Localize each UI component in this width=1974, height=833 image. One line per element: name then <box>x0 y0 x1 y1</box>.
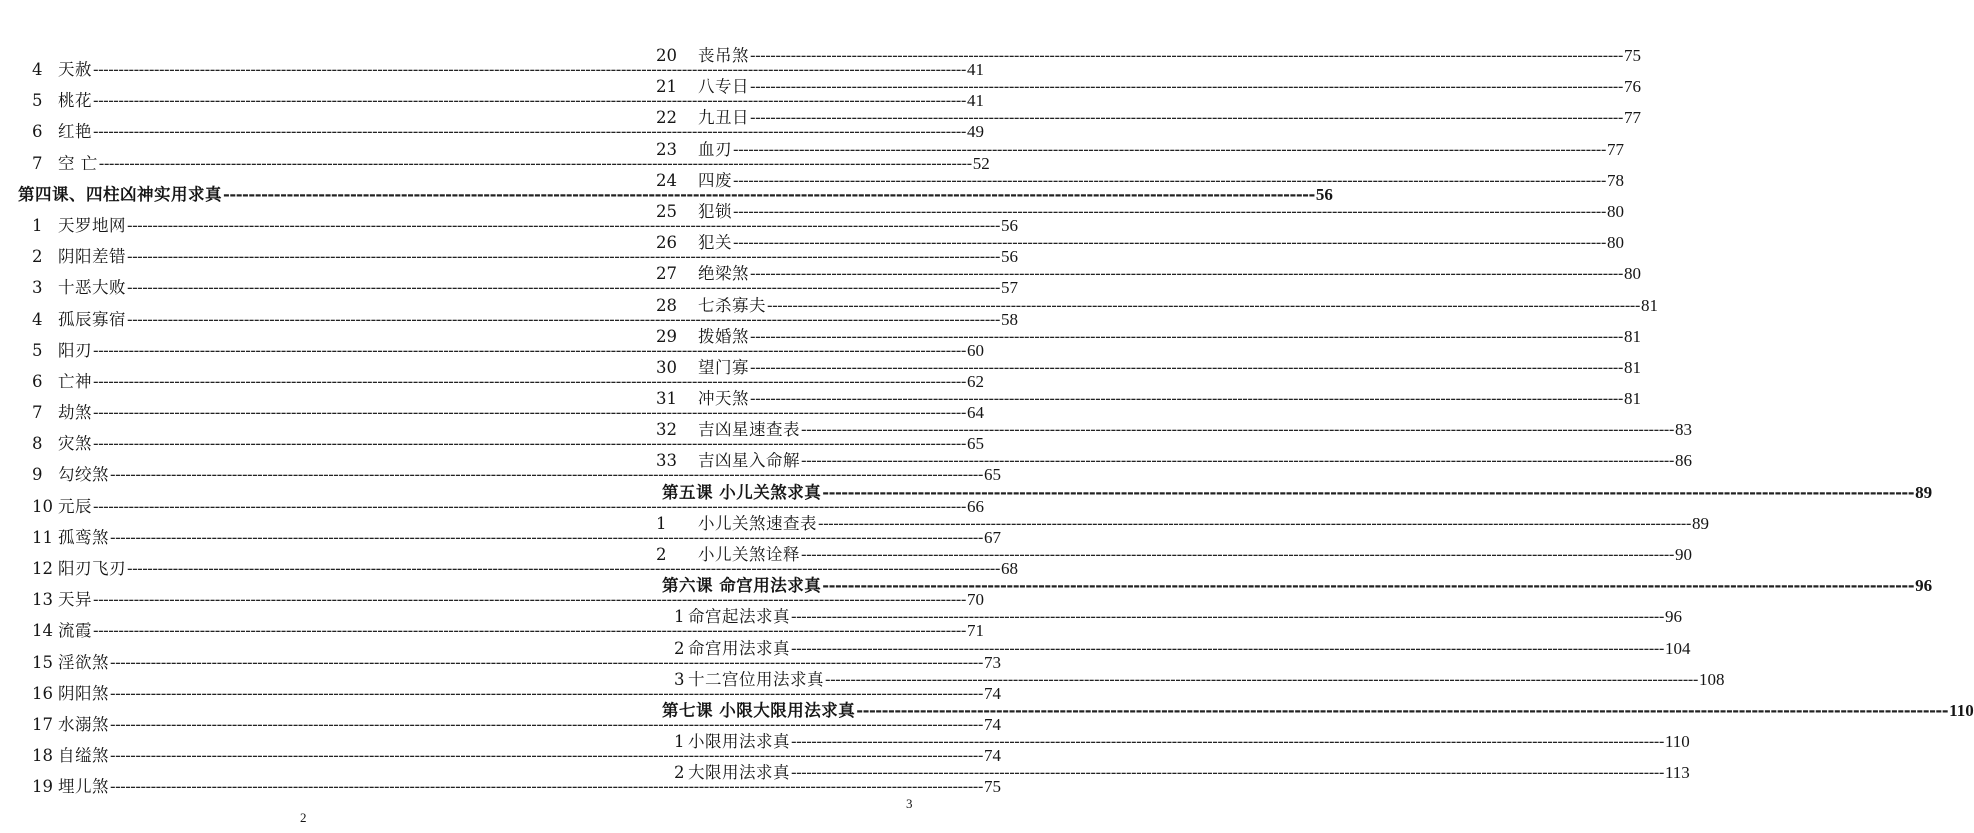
entry-number: 6 <box>32 122 43 142</box>
dot-leader <box>750 46 1623 65</box>
dot-leader <box>791 732 1664 751</box>
entry-number: 1 <box>656 513 667 533</box>
entry-page-number: 67 <box>983 527 1001 547</box>
entry-page-number: 80 <box>1606 201 1624 221</box>
toc-entry <box>656 260 1641 291</box>
entry-page-number: 80 <box>1606 233 1624 253</box>
entry-title: 吉凶星入命解 <box>698 451 800 471</box>
entry-title: 灾煞 <box>58 434 92 454</box>
entry-number: 14 <box>32 621 53 641</box>
dot-leader <box>767 296 1640 315</box>
entry-page-number: 74 <box>983 714 1001 734</box>
dot-leader <box>750 264 1623 283</box>
entry-title: 七杀寡夫 <box>698 295 766 315</box>
entry-page-number: 56 <box>1000 247 1018 267</box>
entry-page-number: 77 <box>1606 139 1624 159</box>
dot-leader <box>818 514 1691 533</box>
entry-title: 流霞 <box>58 621 92 641</box>
entry-number: 6 <box>32 371 43 391</box>
toc-entry <box>656 292 1658 323</box>
entry-page-number: 41 <box>966 91 984 111</box>
entry-page-number: 62 <box>966 371 984 391</box>
dot-leader <box>733 202 1606 221</box>
entry-title: 冲天煞 <box>698 389 749 409</box>
toc-entry <box>656 603 1682 634</box>
dot-leader <box>856 701 1948 720</box>
entry-title: 四废 <box>698 170 732 190</box>
entry-title: 天罗地网 <box>58 215 126 235</box>
entry-page-number: 108 <box>1698 669 1725 689</box>
entry-number: 7 <box>32 403 43 423</box>
dot-leader <box>791 607 1664 626</box>
entry-page-number: 96 <box>1664 607 1682 627</box>
entry-page-number: 70 <box>966 590 984 610</box>
entry-number: 2 <box>674 638 685 658</box>
toc-entry <box>656 510 1709 541</box>
entry-title: 亡神 <box>58 371 92 391</box>
entry-page-number: 73 <box>983 652 1001 672</box>
dot-leader <box>733 140 1606 159</box>
entry-page-number: 74 <box>983 683 1001 703</box>
entry-title: 绝梁煞 <box>698 264 749 284</box>
toc-entry <box>656 136 1624 167</box>
entry-title: 八专日 <box>698 77 749 97</box>
dot-leader <box>801 451 1674 470</box>
entry-page-number: 81 <box>1623 326 1641 346</box>
entry-number: 11 <box>32 527 53 547</box>
entry-page-number: 77 <box>1623 108 1641 128</box>
entry-title: 吉凶星速查表 <box>698 420 800 440</box>
entry-number: 29 <box>656 326 677 346</box>
entry-title: 第七课 小限大限用法求真 <box>662 700 856 720</box>
entry-title: 十二宫位用法求真 <box>688 669 824 689</box>
entry-page-number: 41 <box>966 60 984 79</box>
dot-leader <box>750 108 1623 127</box>
entry-title: 孤辰寡宿 <box>58 309 126 329</box>
entry-title: 犯关 <box>698 233 732 253</box>
toc-entry <box>656 728 1690 759</box>
toc-entry <box>656 198 1624 229</box>
entry-title: 阴阳差错 <box>58 247 126 267</box>
entry-page-number: 83 <box>1674 420 1692 440</box>
toc-entry <box>656 416 1692 447</box>
entry-number: 20 <box>656 46 677 65</box>
entry-number: 25 <box>656 201 677 221</box>
entry-title: 丧吊煞 <box>698 46 749 65</box>
entry-page-number: 75 <box>983 777 1001 797</box>
entry-number: 23 <box>656 139 677 159</box>
dot-leader <box>750 358 1623 377</box>
entry-number: 9 <box>32 465 43 485</box>
entry-page-number: 90 <box>1674 545 1692 564</box>
entry-page-number: 75 <box>1623 46 1641 65</box>
entry-title: 九丑日 <box>698 108 749 128</box>
entry-title: 血刃 <box>698 139 732 159</box>
entry-title: 天异 <box>58 590 92 610</box>
entry-title: 小儿关煞诠释 <box>698 545 800 564</box>
entry-page-number: 60 <box>966 340 984 360</box>
entry-title: 犯锁 <box>698 201 732 221</box>
entry-page-number: 58 <box>1000 309 1018 329</box>
entry-page-number: 57 <box>1000 278 1018 298</box>
dot-leader <box>791 763 1664 782</box>
entry-title: 拨婚煞 <box>698 326 749 346</box>
entry-number: 3 <box>32 278 43 298</box>
entry-title: 第五课 小儿关煞求真 <box>662 482 822 502</box>
entry-number: 4 <box>32 60 43 79</box>
entry-title: 天赦 <box>58 60 92 79</box>
entry-title: 命宫起法求真 <box>688 607 790 627</box>
entry-page-number: 81 <box>1623 357 1641 377</box>
toc-entry <box>656 541 1692 572</box>
entry-title: 孤鸾煞 <box>58 527 109 547</box>
toc-entry <box>656 104 1641 135</box>
entry-title: 小限用法求真 <box>688 732 790 752</box>
entry-number: 3 <box>674 669 685 689</box>
toc-entry <box>656 635 1691 666</box>
entry-title: 望门寡 <box>698 357 749 377</box>
toc-entry <box>656 73 1641 104</box>
toc-lesson-heading <box>656 572 1933 603</box>
entry-number: 26 <box>656 233 677 253</box>
entry-page-number: 110 <box>1949 700 1974 720</box>
entry-title: 第六课 命宫用法求真 <box>662 576 822 596</box>
entry-page-number: 89 <box>1691 513 1709 533</box>
entry-number: 8 <box>32 434 43 454</box>
toc-lesson-heading <box>656 479 1933 510</box>
entry-title: 桃花 <box>58 91 92 111</box>
entry-page-number: 64 <box>966 403 984 423</box>
entry-page-number: 89 <box>1915 482 1933 502</box>
entry-title: 阳刃 <box>58 340 92 360</box>
entry-number: 1 <box>674 732 685 752</box>
entry-number: 12 <box>32 559 53 578</box>
entry-number: 19 <box>32 777 53 797</box>
dot-leader <box>750 77 1623 96</box>
entry-title: 自缢煞 <box>58 746 109 766</box>
entry-page-number: 56 <box>1315 184 1333 204</box>
entry-number: 16 <box>32 683 53 703</box>
entry-number: 32 <box>656 420 677 440</box>
page-number: 3 <box>906 796 913 811</box>
entry-title: 大限用法求真 <box>688 763 790 783</box>
entry-page-number: 56 <box>1000 215 1018 235</box>
dot-leader <box>733 171 1606 190</box>
entry-number: 28 <box>656 295 677 315</box>
entry-title: 红艳 <box>58 122 92 142</box>
toc-entry <box>656 666 1725 697</box>
entry-page-number: 76 <box>1623 77 1641 97</box>
page-number: 2 <box>300 810 307 825</box>
toc-entry <box>656 354 1641 385</box>
toc-entry <box>656 42 1641 73</box>
entry-page-number: 104 <box>1664 638 1691 658</box>
entry-number: 21 <box>656 77 677 97</box>
entry-title: 十恶大败 <box>58 278 126 298</box>
entry-title: 埋儿煞 <box>58 777 109 797</box>
dot-leader <box>791 639 1664 658</box>
entry-page-number: 80 <box>1623 264 1641 284</box>
entry-page-number: 113 <box>1664 763 1690 783</box>
dot-leader <box>750 327 1623 346</box>
dot-leader <box>825 670 1698 689</box>
entry-number: 2 <box>656 545 667 564</box>
entry-number: 30 <box>656 357 677 377</box>
entry-page-number: 96 <box>1915 576 1933 596</box>
entry-page-number: 52 <box>972 153 990 173</box>
entry-page-number: 110 <box>1664 732 1690 752</box>
entry-title: 劫煞 <box>58 403 92 423</box>
entry-page-number: 71 <box>966 621 984 641</box>
entry-title: 阴阳煞 <box>58 683 109 703</box>
entry-number: 17 <box>32 714 53 734</box>
entry-page-number: 49 <box>966 122 984 142</box>
entry-title: 小儿关煞速查表 <box>698 513 817 533</box>
entry-page-number: 86 <box>1674 451 1692 471</box>
entry-title: 第四课、四柱凶神实用求真 <box>18 184 222 204</box>
entry-number: 24 <box>656 170 677 190</box>
toc-entry <box>656 323 1641 354</box>
entry-number: 1 <box>674 607 685 627</box>
entry-title: 命宫用法求真 <box>688 638 790 658</box>
entry-page-number: 81 <box>1623 389 1641 409</box>
dot-leader <box>733 233 1606 252</box>
toc-entry <box>656 447 1692 478</box>
entry-page-number: 74 <box>983 746 1001 766</box>
dot-leader <box>801 420 1674 439</box>
entry-number: 10 <box>32 496 53 516</box>
entry-number: 31 <box>656 389 677 409</box>
entry-number: 2 <box>674 763 685 783</box>
entry-title: 水溺煞 <box>58 714 109 734</box>
toc-lesson-heading <box>656 697 1974 728</box>
entry-page-number: 78 <box>1606 170 1624 190</box>
entry-number: 27 <box>656 264 677 284</box>
dot-leader <box>822 483 1914 502</box>
entry-number: 2 <box>32 247 43 267</box>
entry-number: 1 <box>32 215 43 235</box>
entry-page-number: 68 <box>1000 559 1018 578</box>
entry-number: 7 <box>32 153 43 173</box>
entry-title: 勾绞煞 <box>58 465 109 485</box>
dot-leader <box>801 545 1674 564</box>
dot-leader <box>750 389 1623 408</box>
entry-page-number: 81 <box>1640 295 1658 315</box>
toc-entry <box>656 229 1624 260</box>
entry-title: 空 亡 <box>58 153 98 173</box>
entry-page-number: 66 <box>966 496 984 516</box>
entry-title: 淫欲煞 <box>58 652 109 672</box>
entry-number: 5 <box>32 91 43 111</box>
toc-entry <box>656 759 1690 790</box>
entry-page-number: 65 <box>983 465 1001 485</box>
entry-number: 13 <box>32 590 53 610</box>
entry-title: 元辰 <box>58 496 92 516</box>
entry-number: 4 <box>32 309 43 329</box>
entry-number: 18 <box>32 746 53 766</box>
toc-entry <box>656 385 1641 416</box>
entry-title: 阳刃飞刃 <box>58 559 126 578</box>
entry-number: 22 <box>656 108 677 128</box>
entry-number: 15 <box>32 652 53 672</box>
dot-leader <box>822 576 1914 595</box>
entry-page-number: 65 <box>966 434 984 454</box>
entry-number: 33 <box>656 451 677 471</box>
entry-number: 5 <box>32 340 43 360</box>
